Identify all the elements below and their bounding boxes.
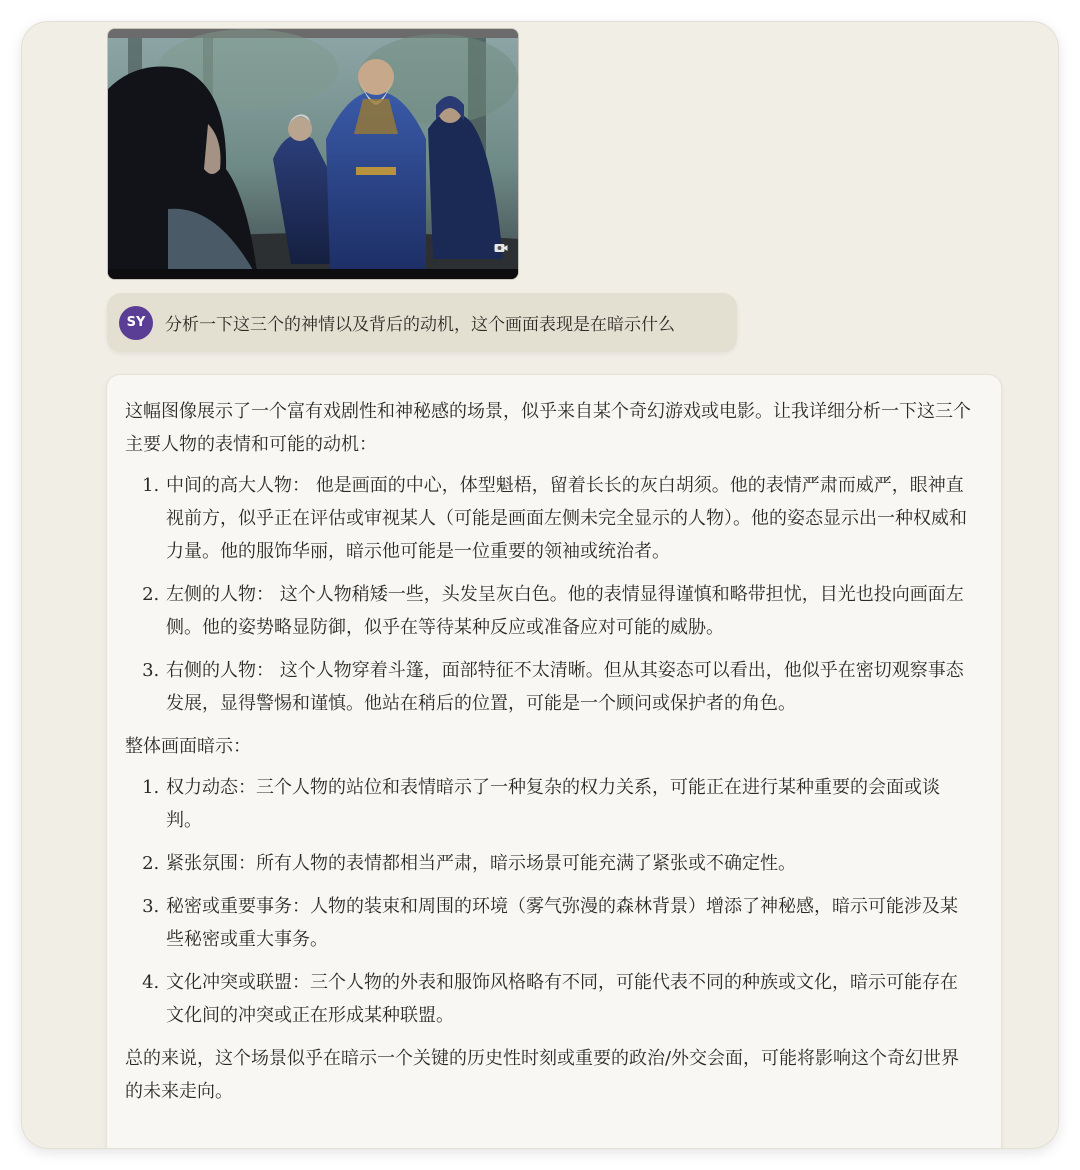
overall-heading: 整体画面暗示： — [125, 736, 251, 757]
reply-intro: 这幅图像展示了一个富有戏剧性和神秘感的场景，似乎来自某个奇幻游戏或电影。让我详细分析一下这三个主要人物的表情和可能的动机： — [125, 401, 971, 455]
chat-window — [22, 22, 1058, 1148]
list-item: 2. 紧张氛围：所有人物的表情都相当严肃，暗示场景可能充满了紧张或不确定性。 — [165, 847, 971, 880]
video-camera-icon[interactable] — [494, 242, 508, 253]
user-avatar: SY — [119, 306, 153, 340]
list-item: 1. 权力动态：三个人物的站位和表情暗示了一种复杂的权力关系，可能正在进行某种重要的会面或谈判。 — [165, 771, 971, 837]
assistant-reply — [106, 374, 1002, 1148]
list-item: 3. 秘密或重要事务：人物的装束和周围的环境（雾气弥漫的森林背景）增添了神秘感，暗示可能涉及某些秘密或重大事务。 — [165, 890, 971, 956]
implications-list — [125, 771, 971, 1032]
character-analysis-list — [125, 469, 971, 720]
scene-illustration — [108, 29, 518, 279]
list-item: 3. 右侧的人物： 这个人物穿着斗篷，面部特征不太清晰。但从其姿态可以看出，他似乎在密切观察事态发展，显得警惕和谨慎。他站在稍后的位置，可能是一个顾问或保护者的角色。 — [165, 654, 971, 720]
attached-image[interactable] — [107, 28, 519, 280]
list-item: 4. 文化冲突或联盟：三个人物的外表和服饰风格略有不同，可能代表不同的种族或文化，暗示可能存在文化间的冲突或正在形成某种联盟。 — [165, 966, 971, 1032]
user-message-text: 分析一下这三个的神情以及背后的动机，这个画面表现是在暗示什么 — [165, 315, 675, 335]
reply-conclusion: 总的来说，这个场景似乎在暗示一个关键的历史性时刻或重要的政治/外交会面，可能将影响这个奇幻世界的未来走向。 — [125, 1048, 960, 1102]
list-item: 2. 左侧的人物： 这个人物稍矮一些，头发呈灰白色。他的表情显得谨慎和略带担忧，目光也投向画面左侧。他的姿势略显防御，似乎在等待某种反应或准备应对可能的威胁。 — [165, 578, 971, 644]
user-message — [107, 293, 737, 352]
list-item: 1. 中间的高大人物： 他是画面的中心，体型魁梧，留着长长的灰白胡须。他的表情严肃而威严，眼神直视前方，似乎正在评估或审视某人（可能是画面左侧未完全显示的人物）。他的姿态显示出一种权威和力量。他的服饰华丽，暗示他可能是一位重要的领袖或统治者。 — [165, 469, 971, 568]
